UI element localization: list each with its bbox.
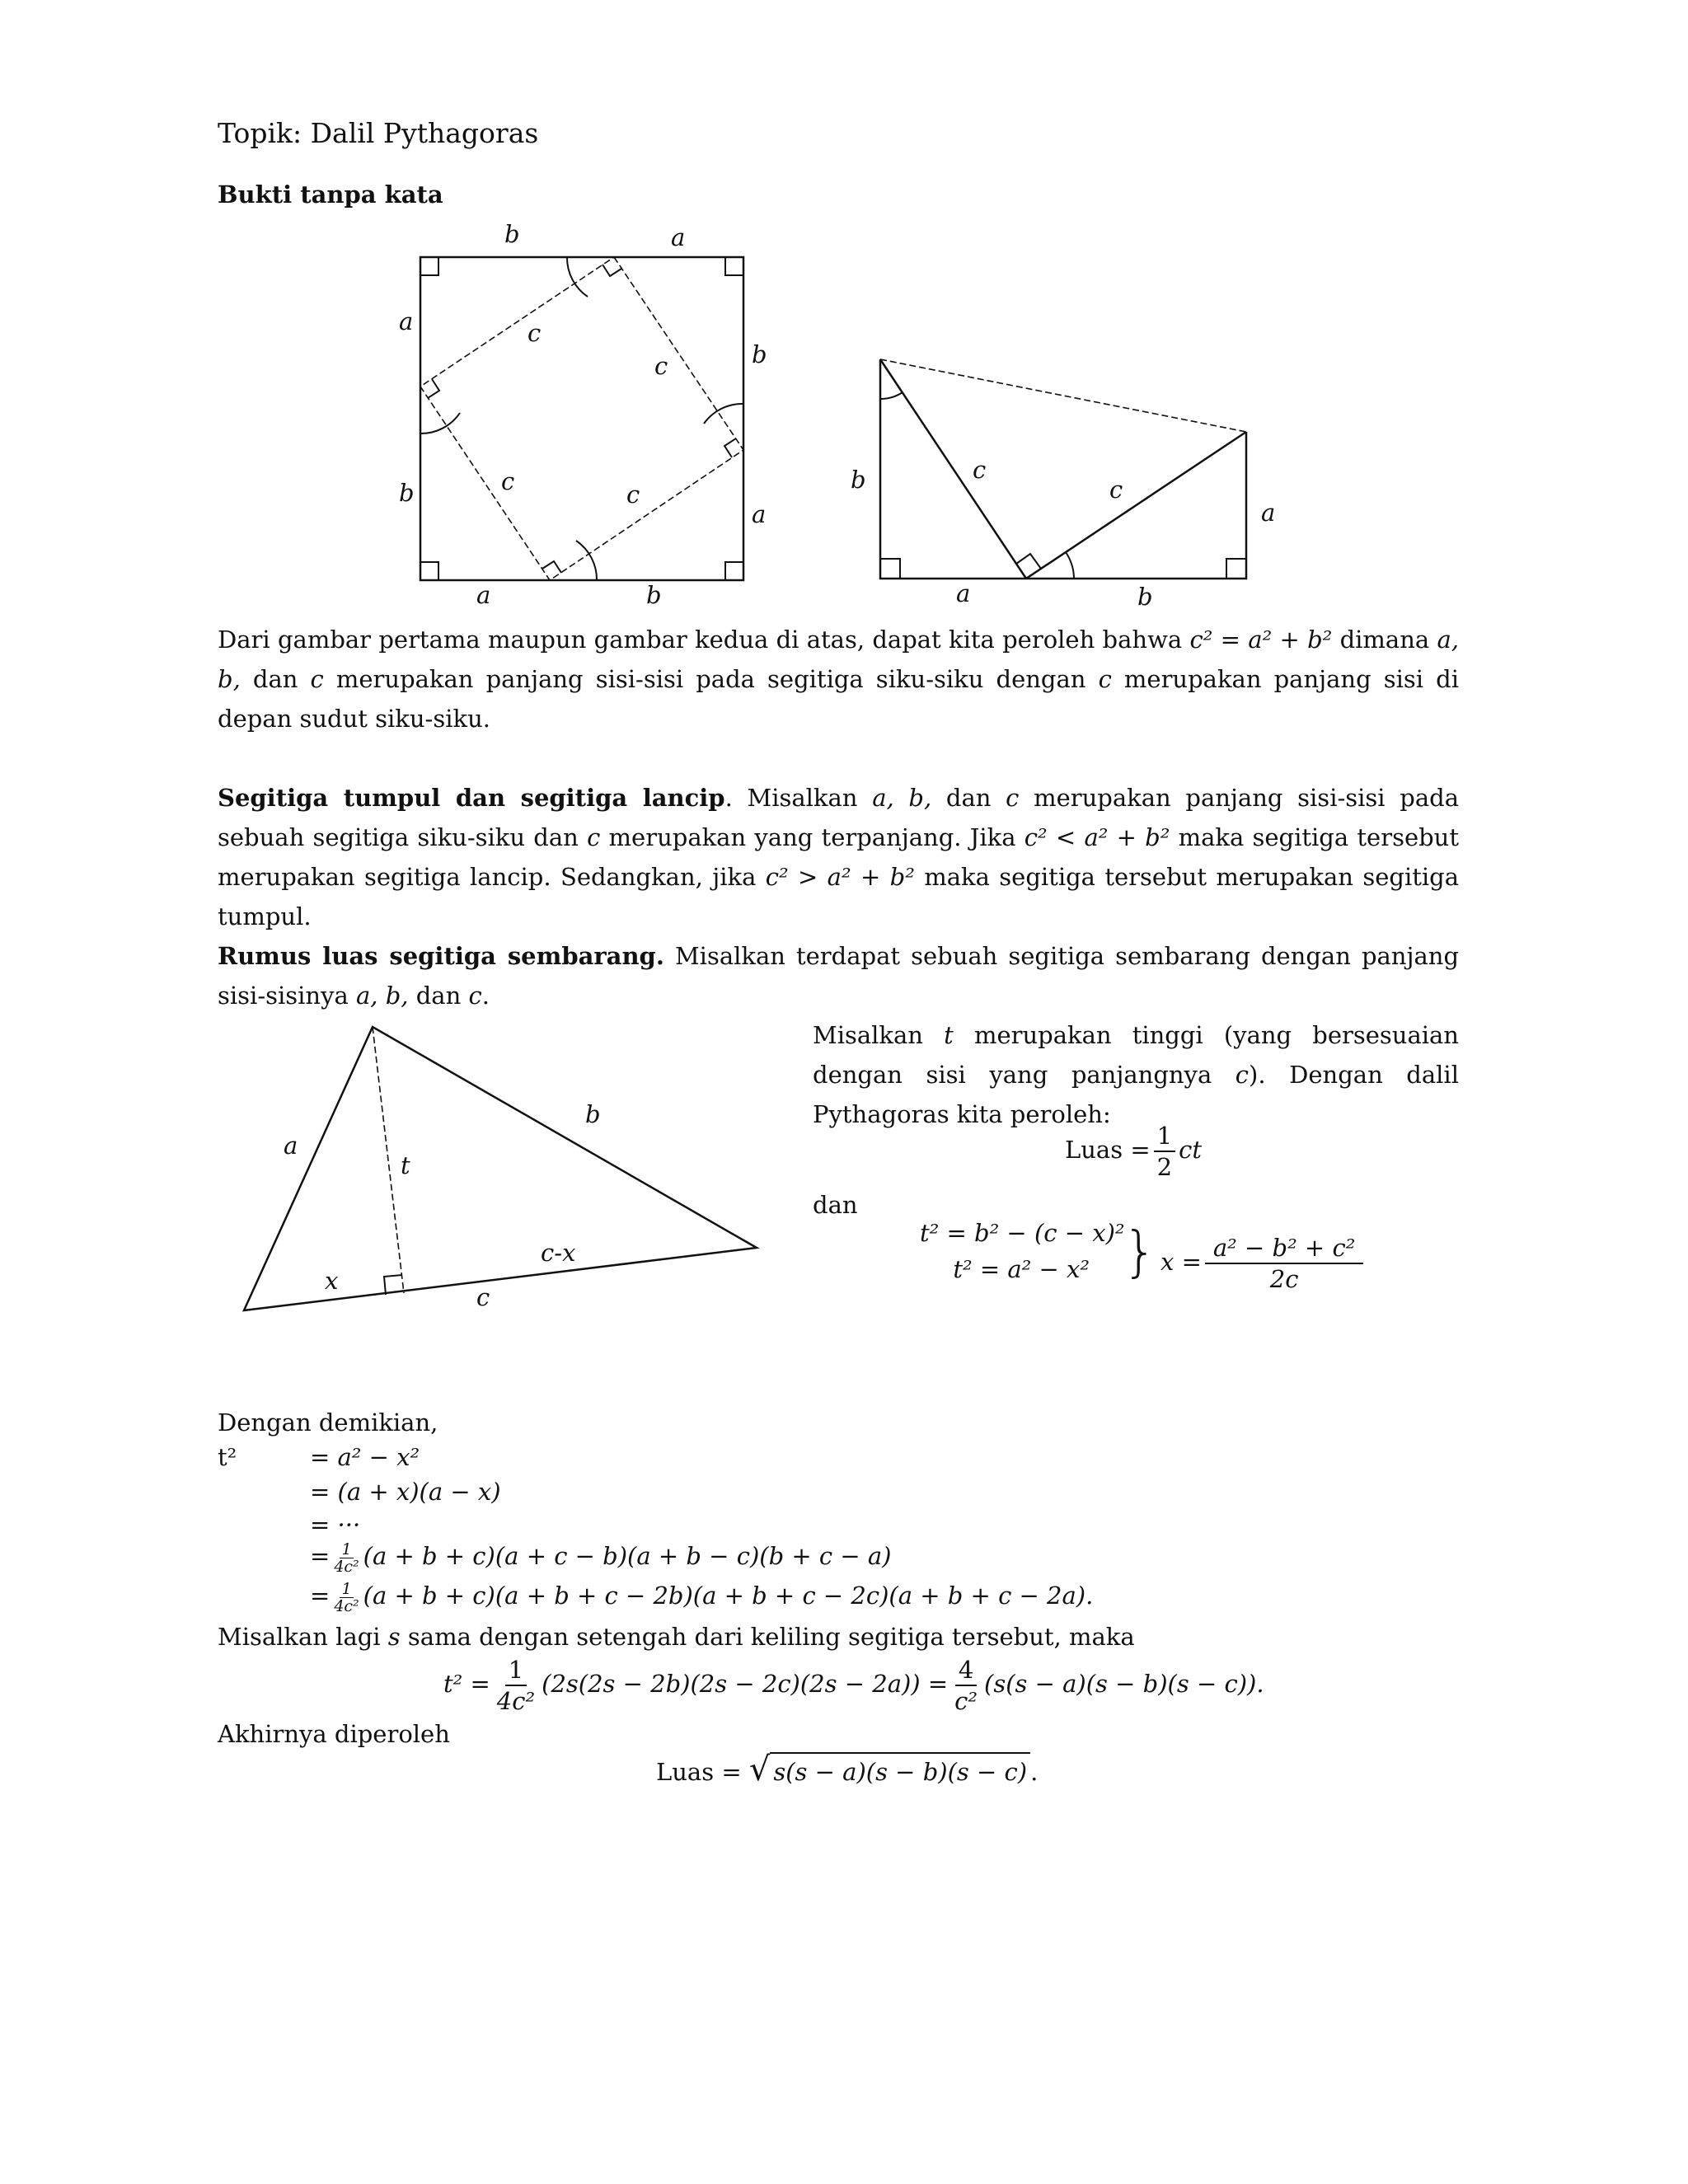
label-b: b: [504, 220, 520, 248]
label-c: c: [501, 467, 515, 495]
label-b: b: [1137, 583, 1153, 611]
derivation-lhs: t²: [218, 1443, 237, 1471]
figure-trapezoid-proof: [851, 359, 1275, 611]
right-angle-mark: [428, 379, 439, 398]
derivation-line-1: = a² − x²: [310, 1443, 420, 1471]
right-angle-mark: [1226, 559, 1246, 579]
label-c-minus-x: c-x: [541, 1239, 576, 1267]
outer-square: [420, 257, 743, 580]
figure-general-triangle: [244, 1027, 757, 1311]
derivation-line-3: = ···: [310, 1511, 361, 1539]
area-half-base-height: Luas = $\frac{1}{2}$ ct: [1065, 1122, 1202, 1181]
system-eq-1: t² = b² − (c − x)²: [920, 1219, 1125, 1247]
derivation-intro: Dengan demikian,: [218, 1408, 438, 1436]
dan-label: dan: [813, 1191, 858, 1219]
label-a: a: [476, 581, 491, 609]
figure-square-proof: [399, 220, 767, 609]
page-topic: Topik: Dalil Pythagoras: [218, 117, 539, 149]
label-c: c: [654, 352, 668, 380]
section-heading: Rumus luas segitiga sembarang.: [218, 942, 664, 970]
altitude-explanation: Misalkan t merupakan tinggi (yang bersesuaian dengan sisi yang panjangnya c). Dengan dalil Pythagoras kita peroleh:: [813, 1021, 1459, 1128]
pythagoras-equation: c² = a² + b²: [1189, 626, 1333, 654]
right-angle-mark: [420, 562, 438, 580]
triangle: [244, 1027, 757, 1310]
right-angle-mark: [725, 257, 743, 275]
angle-arc: [704, 404, 743, 424]
label-c: c: [1109, 476, 1123, 504]
proof-heading: Bukti tanpa kata: [218, 180, 443, 209]
paragraph-obtuse-acute: Segitiga tumpul dan segitiga lancip. Misalkan a, b, dan c merupakan panjang sisi-sisi pada sebuah segitiga siku-siku dan c merupakan yang terpanjang. Jika c² < a² + b² maka segitiga tersebut merupakan segitiga lancip. Sedangkan, jika c² > a² + b² maka segitiga tersebut merupakan segitiga tumpul.: [218, 784, 1460, 930]
derivation-line-5: = $\frac{1}{\text{4c²}}$ (a + b + c)(a + b + c − 2b)(a + b + c − 2c)(a + b + c − 2a).: [310, 1579, 1094, 1615]
right-angle-mark: [724, 438, 736, 457]
hypotenuse-right: [1026, 432, 1246, 579]
label-a: a: [284, 1132, 298, 1160]
final-intro: Akhirnya diperoleh: [218, 1720, 450, 1748]
label-c: c: [973, 456, 987, 484]
semiperimeter-text: Misalkan lagi s sama dengan setengah dari keliling segitiga tersebut, maka: [218, 1623, 1135, 1651]
label-a: a: [671, 223, 686, 251]
label-t: t: [401, 1151, 410, 1179]
paragraph-conclusion: Dari gambar pertama maupun gambar kedua di atas, dapat kita peroleh bahwa c² = a² + b² dimana a, b, dan c merupakan panjang sisi-sisi pada segitiga siku-siku dengan c merupakan panjang sisi di depan sudut siku-siku.: [218, 626, 1459, 733]
derivation-line-4: = $\frac{1}{\text{4c²}}$ (a + b + c)(a + c − b)(a + b − c)(b + c − a): [310, 1540, 892, 1576]
heron-formula: Luas = √ s(s − a)(s − b)(s − c) .: [656, 1750, 1039, 1788]
derivation-line-2: = (a + x)(a − x): [310, 1478, 501, 1506]
inner-square: [420, 257, 743, 580]
system-eq-2: t² = a² − x²: [953, 1255, 1090, 1283]
label-b: b: [646, 581, 662, 609]
label-a: a: [399, 307, 414, 335]
angle-arc: [1066, 552, 1074, 579]
label-b: b: [752, 340, 767, 368]
label-c: c: [528, 319, 542, 347]
right-angle-mark: [880, 559, 900, 579]
section-heading: Segitiga tumpul dan segitiga lancip: [218, 784, 725, 812]
t-squared-equation: t² = $\frac{1}{\text{4c²}}$ (2s(2s − 2b)(2s − 2c)(2s − 2a)) = $\frac{4}{\text{c²}}$ (s(s − a)(s − b)(s − c)).: [443, 1656, 1264, 1715]
label-b: b: [851, 466, 866, 494]
right-angle-mark: [1016, 554, 1041, 569]
label-a: a: [956, 579, 971, 607]
label-c: c: [476, 1283, 490, 1311]
label-b: b: [585, 1100, 601, 1128]
angle-arc: [880, 392, 903, 399]
right-angle-mark: [542, 561, 561, 573]
dashed-top: [880, 359, 1246, 432]
right-angle-mark: [725, 562, 743, 580]
x-solution: x = $\frac{\text{a² − b² + c²}}{2c}$: [1160, 1233, 1367, 1294]
label-a: a: [1261, 499, 1276, 527]
right-brace: }: [1123, 1220, 1157, 1283]
label-x: x: [325, 1267, 339, 1295]
right-angle-mark: [603, 265, 621, 276]
right-angle-mark: [420, 257, 438, 275]
label-b: b: [399, 479, 415, 507]
label-a: a: [752, 500, 767, 528]
altitude-t: [373, 1027, 404, 1293]
label-c: c: [626, 480, 640, 509]
paragraph-area-formula: Rumus luas segitiga sembarang. Misalkan terdapat sebuah segitiga sembarang dengan panjang sisi-sisinya a, b, dan c.: [218, 942, 1460, 1010]
